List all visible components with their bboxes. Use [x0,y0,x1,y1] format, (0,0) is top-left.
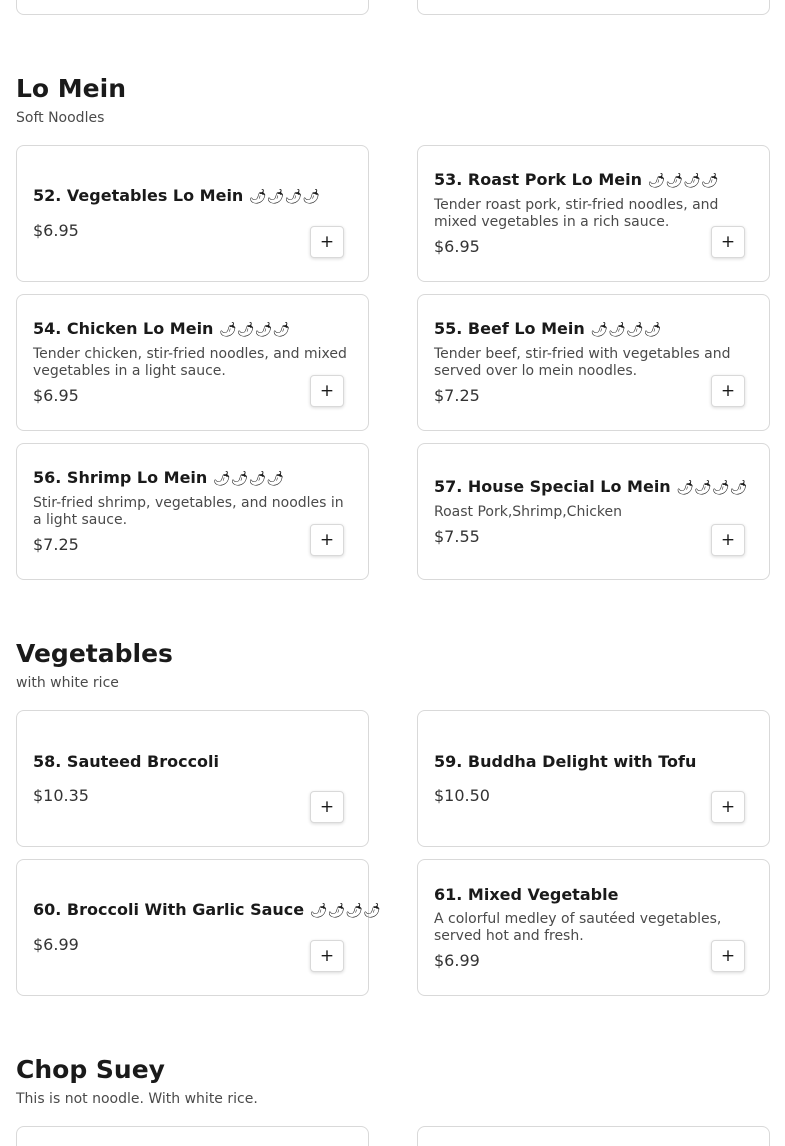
menu-item-description: Tender beef, stir-fried with vegetables and served over lo mein noodles. [434,346,731,379]
section-title-vegetables: Vegetables [16,639,173,668]
menu-item-description: Stir-fried shrimp, vegetables, and noodles in a light sauce. [33,495,344,528]
menu-item-card-partial [16,0,369,15]
menu-item-name: 53. Roast Pork Lo Mein 🌶🌶🌶🌶 [434,170,719,189]
menu-item-card[interactable] [417,145,770,282]
menu-item-name: 61. Mixed Vegetable [434,884,619,904]
menu-item-name: 54. Chicken Lo Mein 🌶🌶🌶🌶 [33,319,291,338]
menu-item-name: 56. Shrimp Lo Mein 🌶🌶🌶🌶 [33,468,284,487]
spicy-icon: 🌶🌶🌶🌶 [248,189,320,205]
menu-item-price: $6.99 [434,950,480,970]
section-subtitle-chop-suey: This is not noodle. With white rice. [16,1091,258,1107]
add-to-cart-button[interactable]: + [711,524,745,556]
add-to-cart-button[interactable]: + [310,791,344,823]
menu-item-description: A colorful medley of sautéed vegetables, served hot and fresh. [434,910,722,944]
menu-item-price: $6.95 [33,386,79,405]
add-to-cart-button[interactable]: + [711,940,745,972]
spicy-icon: 🌶🌶🌶🌶 [676,479,748,496]
menu-item-description: Roast Pork,Shrimp,Chicken [434,503,623,520]
menu-item-price: $6.95 [33,221,79,240]
menu-item-card-partial [417,1126,770,1146]
section-subtitle-vegetables: with white rice [16,675,119,691]
menu-item-price: $7.25 [33,535,79,554]
menu-item-card[interactable] [417,443,770,580]
menu-item-card-partial [417,0,770,15]
add-to-cart-button[interactable]: + [711,226,745,258]
menu-item-price: $6.95 [434,237,480,256]
menu-item-price: $7.25 [434,386,480,405]
menu-item-name: 52. Vegetables Lo Mein 🌶🌶🌶🌶 [33,186,320,205]
menu-item-card[interactable] [16,443,369,580]
add-to-cart-button[interactable]: + [310,375,344,407]
add-to-cart-button[interactable]: + [310,940,344,972]
menu-item-price: $10.50 [434,785,490,805]
add-to-cart-button[interactable]: + [310,226,344,258]
menu-item-card[interactable] [417,859,770,996]
spicy-icon: 🌶🌶🌶🌶 [212,471,284,487]
menu-item-name: 60. Broccoli With Garlic Sauce 🌶🌶🌶🌶 [33,900,381,919]
menu-item-card[interactable] [16,859,381,996]
add-to-cart-button[interactable]: + [711,791,745,823]
spicy-icon: 🌶🌶🌶🌶 [219,322,291,338]
menu-item-name: 57. House Special Lo Mein 🌶🌶🌶🌶 [434,476,748,496]
spicy-icon: 🌶🌶🌶🌶 [309,903,381,919]
menu-item-card[interactable] [16,145,369,282]
menu-item-card-partial [16,1126,369,1146]
menu-item-name: 55. Beef Lo Mein 🌶🌶🌶🌶 [434,319,662,338]
section-subtitle-lo-mein: Soft Noodles [16,110,105,126]
menu-item-card[interactable] [16,710,369,847]
menu-item-card[interactable] [417,710,770,847]
section-title-lo-mein: Lo Mein [16,74,127,103]
section-title-chop-suey: Chop Suey [16,1055,165,1084]
add-to-cart-button[interactable]: + [711,375,745,407]
menu-item-card[interactable] [16,294,369,431]
menu-item-price: $6.99 [33,935,79,954]
menu-item-price: $10.35 [33,785,89,805]
menu-item-price: $7.55 [434,526,480,546]
spicy-icon: 🌶🌶🌶🌶 [647,173,719,189]
menu-item-name: 58. Sauteed Broccoli [33,751,220,771]
menu-item-description: Tender chicken, stir-fried noodles, and mixed vegetables in a light sauce. [33,346,347,379]
spicy-icon: 🌶🌶🌶🌶 [590,322,662,338]
add-to-cart-button[interactable]: + [310,524,344,556]
menu-item-card[interactable] [417,294,770,431]
menu-item-description: Tender roast pork, stir-fried noodles, and mixed vegetables in a rich sauce. [434,197,719,230]
menu-item-name: 59. Buddha Delight with Tofu [434,751,697,771]
